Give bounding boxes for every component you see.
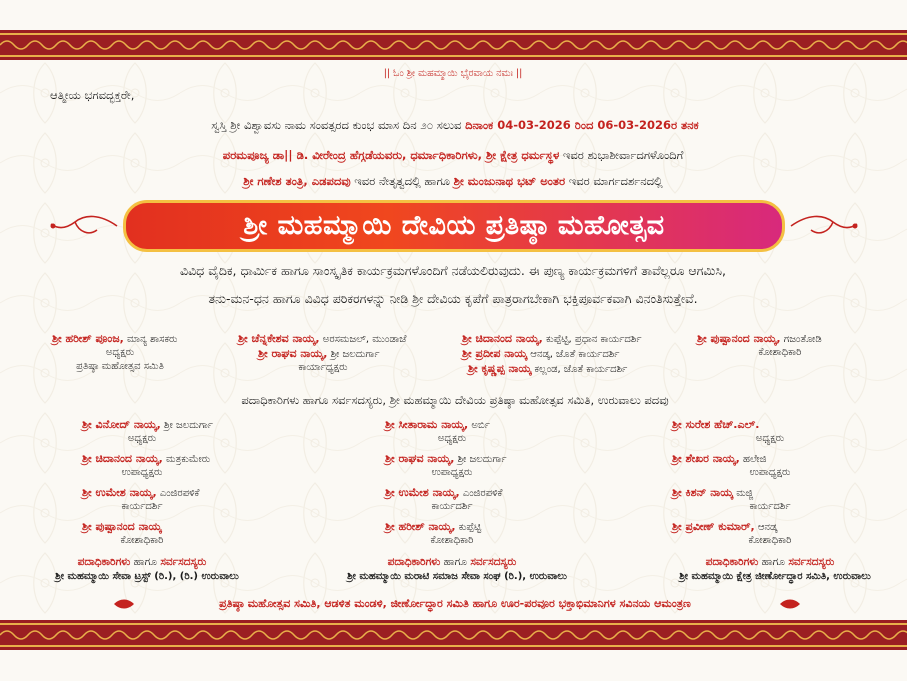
footer-title-red: ಪದಾಧಿಕಾರಿಗಳು	[705, 556, 759, 568]
member-name-line	[385, 418, 490, 432]
top-decorative-border	[0, 30, 907, 60]
committee-chair-org: ಪ್ರತಿಷ್ಠಾ ಮಹೋತ್ಸವ ಸಮಿತಿ	[76, 361, 164, 372]
column-footer-org: ಶ್ರೀ ಮಹಮ್ಮಾಯಿ ಸೇವಾ ಟ್ರಸ್ಟ್ (ರಿ.), (ರಿ.) ಉರುವಾಲು	[55, 571, 239, 582]
member-name: ಶ್ರೀ ಉಮೇಶ ನಾಯ್ಕ,	[385, 486, 460, 499]
member-place: ಹಲೇಜಿ	[743, 454, 767, 465]
title-banner	[123, 200, 785, 252]
blessing-line	[223, 148, 684, 163]
column-footer-title	[706, 556, 835, 569]
member-name-line	[82, 486, 199, 500]
right-title-ornament	[788, 208, 863, 244]
member-role: ಕಾರ್ಯದರ್ಶಿ	[749, 501, 791, 512]
footer-title-red: ಪದಾಧಿಕಾರಿಗಳು	[77, 556, 131, 568]
member-name-line	[385, 520, 481, 534]
member-name: ಶ್ರೀ ಪ್ರವೀಣ್ ಕುಮಾರ್,	[672, 520, 755, 533]
member-name-line	[82, 452, 210, 466]
bottom-decorative-border	[0, 620, 907, 650]
member-place: ಎಂಜಿರಪಳಿಕೆ	[159, 488, 200, 499]
committee-chair: ಶ್ರೀ ಹರೀಶ್ ಪೂಂಜ, ಮಾನ್ಯ ಶಾಸಕರು	[52, 332, 178, 345]
closing-right-ornament	[778, 597, 802, 611]
member-place: ಆನಡ್ಕ	[757, 522, 778, 533]
intro-line-2: ತನು-ಮನ-ಧನ ಹಾಗೂ ವಿವಿಧ ಪರಿಕರಗಳನ್ನು ನೀಡಿ ಶ್ರೀ ದೇವಿಯ ಕೃಪೆಗೆ ಪಾತ್ರರಾಗಬೇಕಾಗಿ ಭಕ್ತಿಪೂರ್ವಕವಾಗಿ ವಿನಂತಿಸುತ್ತೇವೆ.	[208, 291, 698, 306]
member-name-line	[385, 486, 502, 500]
guidance-line	[243, 174, 662, 189]
member-place: ಅರ್ಬಿ	[471, 420, 490, 431]
guidance-rest: ಇವರ ಮಾರ್ಗದರ್ಶನದಲ್ಲಿ	[568, 174, 663, 188]
footer-title-red2: ಸರ್ವಸದಸ್ಯರು	[788, 556, 835, 568]
closing-invitation: ಪ್ರತಿಷ್ಠಾ ಮಹೋತ್ಸವ ಸಮಿತಿ, ಆಡಳಿತ ಮಂಡಳಿ, ಜೀರ್ಣೋದ್ಧಾರ ಸಮಿತಿ ಹಾಗೂ ಊರ-ಪರವೂರ ಭಕ್ತಾಭಿಮಾನಿಗಳ ಸವಿನಯ ಆಮಂತ್ರಣ	[219, 597, 691, 610]
member-name: ಶ್ರೀ ಸುರೇಶ ಹೆಚ್.ಎಲ್.	[672, 418, 760, 431]
event-title: ಶ್ರೀ ಮಹಮ್ಮಾಯಿ ದೇವಿಯ ಪ್ರತಿಷ್ಠಾ ಮಹೋತ್ಸವ	[243, 210, 665, 241]
member-name: ಶ್ರೀ ಪುಷ್ಪಾನಂದ ನಾಯ್ಕ	[82, 520, 162, 533]
member-name: ಶ್ರೀ ಶೇಖರ ನಾಯ್ಕ,	[672, 452, 740, 465]
footer-title-mid: ಹಾಗೂ	[133, 556, 158, 568]
closing-left-ornament	[112, 597, 136, 611]
committee-treasurer: ಶ್ರೀ ಪುಷ್ಪಾನಂದ ನಾಯ್ಕ, ಗಜಂತೋಡಿ	[697, 332, 822, 345]
footer-title-mid: ಹಾಗೂ	[761, 556, 786, 568]
column-footer-org: ಶ್ರೀ ಮಹಮ್ಮಾಯಿ ಕ್ಷೇತ್ರ ಜೀರ್ಣೋದ್ಧಾರ ಸಮಿತಿ, ಉರುವಾಲು	[679, 571, 871, 582]
member-role: ಉಪಾಧ್ಯಕ್ಷರು	[431, 467, 473, 478]
member-role: ಕಾರ್ಯದರ್ಶಿ	[431, 501, 473, 512]
member-role: ಉಪಾಧ್ಯಕ್ಷರು	[749, 467, 791, 478]
footer-title-red2: ಸರ್ವಸದಸ್ಯರು	[470, 556, 517, 568]
member-name: ಶ್ರೀ ಕಿಶನ್ ನಾಯ್ಕ	[672, 486, 734, 499]
treasurer-role: ಕೋಶಾಧಿಕಾರಿ	[758, 347, 802, 358]
member-role: ಅಧ್ಯಕ್ಷರು	[437, 433, 467, 444]
guide-name: ಶ್ರೀ ಮಂಜುನಾಥ ಭಟ್ ಅಂತರ	[453, 174, 566, 188]
footer-title-red2: ಸರ್ವಸದಸ್ಯರು	[160, 556, 207, 568]
member-name: ಶ್ರೀ ಹರೀಶ್ ನಾಯ್ಕ,	[385, 520, 456, 533]
guidance-mid: ಇವರ ನೇತೃತ್ವದಲ್ಲಿ ಹಾಗೂ	[354, 174, 451, 188]
committee-secretary: ಶ್ರೀ ಚಿದಾನಂದ ನಾಯ್ಕ, ಕುಪ್ಪೆಟ್ಟಿ, ಪ್ರಧಾನ ಕಾರ್ಯದರ್ಶಿ	[462, 332, 642, 345]
member-name: ಶ್ರೀ ರಾಘವ ನಾಯ್ಕ,	[385, 452, 455, 465]
column-footer-org: ಶ್ರೀ ಮಹಮ್ಮಾಯಿ ಮರಾಟಿ ಸಮಾಜ ಸೇವಾ ಸಂಘ (ರಿ.), ಉರುವಾಲು	[347, 571, 567, 582]
member-name-line	[672, 520, 777, 534]
member-role: ಕಾರ್ಯದರ್ಶಿ	[121, 501, 163, 512]
member-role: ಅಧ್ಯಕ್ಷರು	[755, 433, 785, 444]
left-title-ornament	[45, 208, 120, 244]
date-line	[211, 118, 698, 133]
committee-joint-secretary-2: ಶ್ರೀ ಕೃಷ್ಣಪ್ಪ ನಾಯ್ಕ ಕಲ್ಲಂಡ, ಜೊತೆ ಕಾರ್ಯದರ್ಶಿ	[468, 362, 628, 375]
member-name: ಶ್ರೀ ಸೀತಾರಾಮ ನಾಯ್ಕ,	[385, 418, 469, 431]
member-place: ಮತ್ರಕುಮೇರು	[166, 454, 211, 465]
committee-working-president-2: ಶ್ರೀ ರಾಘವ ನಾಯ್ಕ, ಶ್ರೀ ಜಲದುರ್ಗಾ	[258, 347, 380, 360]
column-footer-title	[78, 556, 207, 569]
priest-name: ಶ್ರೀ ಗಣೇಶ ತಂತ್ರಿ, ಎಡಪದವು	[243, 174, 351, 188]
member-role: ಕೋಶಾಧಿಕಾರಿ	[748, 535, 792, 546]
member-role: ಅಧ್ಯಕ್ಷರು	[127, 433, 157, 444]
intro-line-1: ವಿವಿಧ ವೈದಿಕ, ಧಾರ್ಮಿಕ ಹಾಗೂ ಸಾಂಸ್ಕೃತಿಕ ಕಾರ್ಯಕ್ರಮಗಳೊಂದಿಗೆ ನಡೆಯಲಿರುವುದು. ಈ ಪುಣ್ಯ ಕಾರ್ಯಕ್ರಮಗಳಿಗೆ ತಾವೆಲ್ಲರೂ ಆಗಮಿಸಿ,	[180, 263, 726, 278]
office-bearers-heading: ಪದಾಧಿಕಾರಿಗಳು ಹಾಗೂ ಸರ್ವಸದಸ್ಯರು, ಶ್ರೀ ಮಹಮ್ಮಾಯಿ ದೇವಿಯ ಪ್ರತಿಷ್ಠಾ ಮಹೋತ್ಸವ ಸಮಿತಿ, ಉರುವಾಲು ಪದವು	[241, 393, 669, 407]
member-place: ಶ್ರೀ ಜಲದುರ್ಗಾ	[457, 454, 507, 465]
committee-joint-secretary-1: ಶ್ರೀ ಪ್ರದೀಪ ನಾಯ್ಕ ಆನಡ್ಕ, ಜೊತೆ ಕಾರ್ಯದರ್ಶಿ	[462, 347, 620, 360]
invocation-line: || ಓಂ ಶ್ರೀ ಮಹಮ್ಮಾಯಿ ಭೈರವಾಯ ನಮಃ ||	[383, 68, 523, 79]
member-name-line	[82, 520, 161, 534]
working-president-role: ಕಾರ್ಯಾಧ್ಯಕ್ಷರು	[298, 362, 348, 373]
border-wave-pattern	[0, 627, 907, 643]
member-name-line	[672, 452, 766, 466]
member-place: ಮಜ್ಜಿ	[736, 488, 754, 499]
committee-chair-role: ಅಧ್ಯಕ್ಷರು	[105, 347, 135, 358]
member-place: ಕುಪ್ಪೆಟ್ಟಿ	[458, 522, 482, 533]
salutation: ಆತ್ಮೀಯ ಭಗವದ್ಭಕ್ತರೇ,	[50, 88, 135, 102]
footer-title-mid: ಹಾಗೂ	[443, 556, 468, 568]
member-place: ಎಂಜಿರಪಳಿಕೆ	[462, 488, 503, 499]
member-name: ಶ್ರೀ ಉಮೇಶ ನಾಯ್ಕ,	[82, 486, 157, 499]
member-role: ಕೋಶಾಧಿಕಾರಿ	[430, 535, 474, 546]
footer-title-red: ಪದಾಧಿಕಾರಿಗಳು	[387, 556, 441, 568]
member-name-line	[385, 452, 507, 466]
committee-working-president-1: ಶ್ರೀ ಚೆನ್ನಕೇಶವ ನಾಯ್ಕ, ಅರಸಮಜಲ್, ಮುಂಡಾಜೆ	[238, 332, 407, 345]
date-line-text: ಸ್ವಸ್ತಿ ಶ್ರೀ ವಿಶ್ವಾವಸು ನಾಮ ಸಂವತ್ಸರದ ಕುಂಭ ಮಾಸ ದಿನ ೨೦ ಸಲುವ	[211, 118, 462, 132]
blessing-name: ಪರಮಪೂಜ್ಯ ಡಾ|| ಡಿ. ವೀರೇಂದ್ರ ಹೆಗ್ಗಡೆಯವರು, ಧರ್ಮಾಧಿಕಾರಿಗಳು, ಶ್ರೀ ಕ್ಷೇತ್ರ ಧರ್ಮಸ್ಥಳ	[222, 148, 560, 162]
member-name: ಶ್ರೀ ಚಿದಾನಂದ ನಾಯ್ಕ,	[82, 452, 163, 465]
member-role: ಉಪಾಧ್ಯಕ್ಷರು	[121, 467, 163, 478]
blessing-rest: ಇವರ ಶುಭಾಶೀರ್ವಾದಗಳೊಂದಿಗೆ	[562, 148, 684, 162]
member-name-line	[672, 486, 753, 500]
member-name-line	[672, 418, 759, 432]
member-role: ಕೋಶಾಧಿಕಾರಿ	[120, 535, 164, 546]
border-wave-pattern	[0, 37, 907, 53]
event-dates: ದಿನಾಂಕ 04-03-2026 ರಿಂದ 06-03-2026ರ ತನಕ	[465, 118, 699, 132]
column-footer-title	[388, 556, 517, 569]
member-name: ಶ್ರೀ ವಿನೋದ್ ನಾಯ್ಕ,	[82, 418, 161, 431]
member-place: ಶ್ರೀ ಜಲದುರ್ಗಾ	[164, 420, 213, 431]
member-name-line	[82, 418, 213, 432]
